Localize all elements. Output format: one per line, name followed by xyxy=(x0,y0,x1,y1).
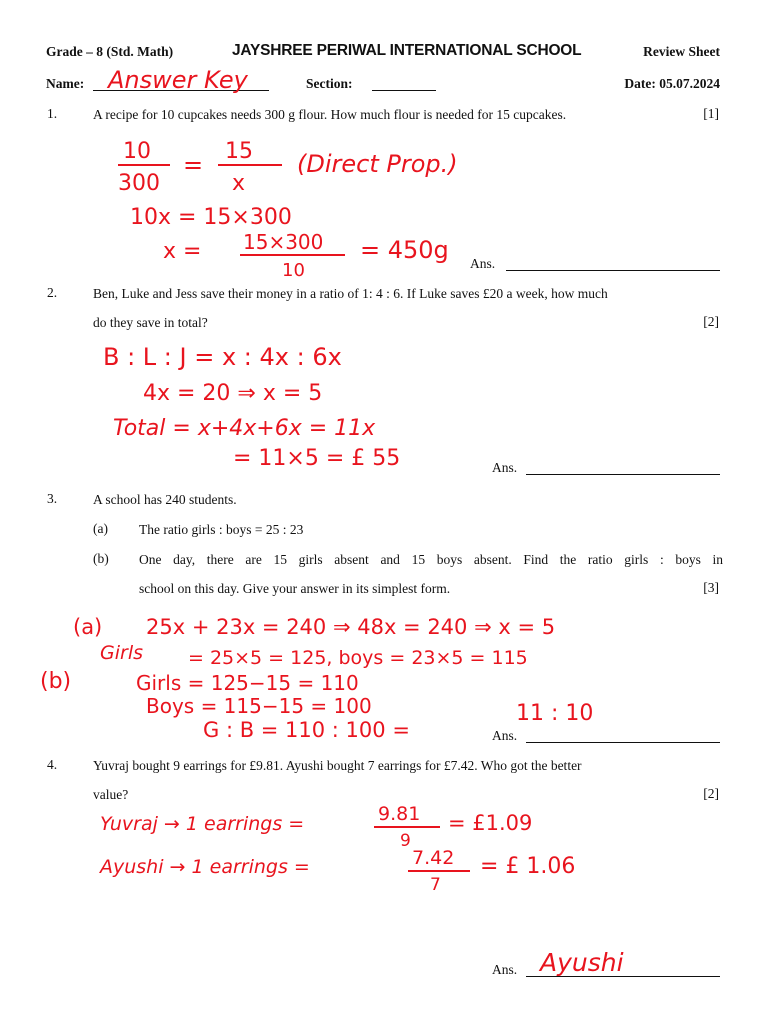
sheet-type: Review Sheet xyxy=(643,44,720,59)
name-label: Name: xyxy=(46,76,85,91)
question-3-marks: [3] xyxy=(703,580,719,595)
section-label: Section: xyxy=(306,76,353,91)
q1-equals: = xyxy=(183,151,204,179)
q3-line-5: G : B = 110 : 100 = xyxy=(203,718,410,742)
question-3-part-b-text-line-1: One day, there are 15 girls absent and 15 boys absent. Find the ratio girls : boys in xyxy=(139,552,723,567)
q1-step1: 10x = 15×300 xyxy=(130,205,292,230)
question-3-part-a-label: (a) xyxy=(93,521,108,536)
q4-row1-num: 9.81 xyxy=(378,803,421,825)
q3-final-ratio: 11 : 10 xyxy=(516,701,594,726)
question-2-number: 2. xyxy=(47,285,58,300)
q1-step2-lhs: x = xyxy=(163,239,202,264)
question-3-number: 3. xyxy=(47,491,58,506)
q1-frac1-den: 300 xyxy=(118,171,160,196)
q2-line-2: 4x = 20 ⇒ x = 5 xyxy=(143,381,323,406)
q1-step2-rhs: = 450g xyxy=(360,236,449,264)
question-4-number: 4. xyxy=(47,757,58,772)
q1-note: (Direct Prop.) xyxy=(297,150,458,178)
question-3-part-b-label: (b) xyxy=(93,551,109,566)
question-1-marks: [1] xyxy=(703,106,719,121)
question-1-number: 1. xyxy=(47,106,58,121)
answer-label: Ans. xyxy=(470,256,496,271)
q2-line-4: = 11×5 = £ 55 xyxy=(233,446,401,471)
q4-row2-num: 7.42 xyxy=(412,847,455,869)
name-handwritten: Answer Key xyxy=(108,66,248,94)
q3-part-a-label: (a) xyxy=(73,615,103,639)
grade-label: Grade – 8 (Std. Math) xyxy=(46,44,174,59)
question-1-text: A recipe for 10 cupcakes needs 300 g flour. How much flour is needed for 15 cupcakes. xyxy=(93,107,567,122)
question-3-text: A school has 240 students. xyxy=(93,492,237,507)
q4-row2-rhs: = £ 1.06 xyxy=(480,854,576,879)
q1-frac1-num: 10 xyxy=(123,139,151,164)
q1-frac2-den: x xyxy=(232,171,246,196)
q4-row1-den: 9 xyxy=(400,831,411,851)
q3-line-3: Girls = 125−15 = 110 xyxy=(136,671,359,695)
question-2-text-line-1: Ben, Luke and Jess save their money in a ratio of 1: 4 : 6. If Luke saves £20 a week, how much xyxy=(93,286,608,301)
question-3-part-b-text-line-2: school on this day. Give your answer in its simplest form. xyxy=(139,581,451,596)
q1-step2-num: 15×300 xyxy=(243,230,324,254)
answer-label: Ans. xyxy=(492,728,518,743)
date-label: Date: 05.07.2024 xyxy=(624,76,720,91)
q4-row1-rhs: = £1.09 xyxy=(448,811,533,835)
q4-answer-handwritten: Ayushi xyxy=(540,948,624,977)
question-2-text-line-2: do they save in total? xyxy=(93,315,208,330)
school-name: JAYSHREE PERIWAL INTERNATIONAL SCHOOL xyxy=(232,42,582,59)
q4-row2-den: 7 xyxy=(430,875,441,895)
answer-label: Ans. xyxy=(492,460,518,475)
answer-label: Ans. xyxy=(492,962,518,977)
question-2-marks: [2] xyxy=(703,314,719,329)
q3-part-b-label: (b) xyxy=(40,669,72,694)
q4-row1-label: Yuvraj → 1 earrings = xyxy=(100,813,305,835)
question-4-text-line-1: Yuvraj bought 9 earrings for £9.81. Ayushi bought 7 earrings for £7.42. Who got the better xyxy=(93,758,582,773)
q3-girls-label: Girls xyxy=(100,642,143,664)
q4-row2-label: Ayushi → 1 earrings = xyxy=(100,856,310,878)
q3-line-2: = 25×5 = 125, boys = 23×5 = 115 xyxy=(188,647,528,669)
q3-line-1: 25x + 23x = 240 ⇒ 48x = 240 ⇒ x = 5 xyxy=(146,615,556,639)
question-3-part-a-text: The ratio girls : boys = 25 : 23 xyxy=(139,522,304,537)
q1-step2-den: 10 xyxy=(282,260,305,281)
q2-line-1: B : L : J = x : 4x : 6x xyxy=(103,343,342,371)
q3-line-4: Boys = 115−15 = 100 xyxy=(146,694,372,718)
question-4-marks: [2] xyxy=(703,786,719,801)
question-4-text-line-2: value? xyxy=(93,787,129,802)
q2-line-3: Total = x+4x+6x = 11x xyxy=(113,416,376,441)
q1-frac2-num: 15 xyxy=(225,139,253,164)
